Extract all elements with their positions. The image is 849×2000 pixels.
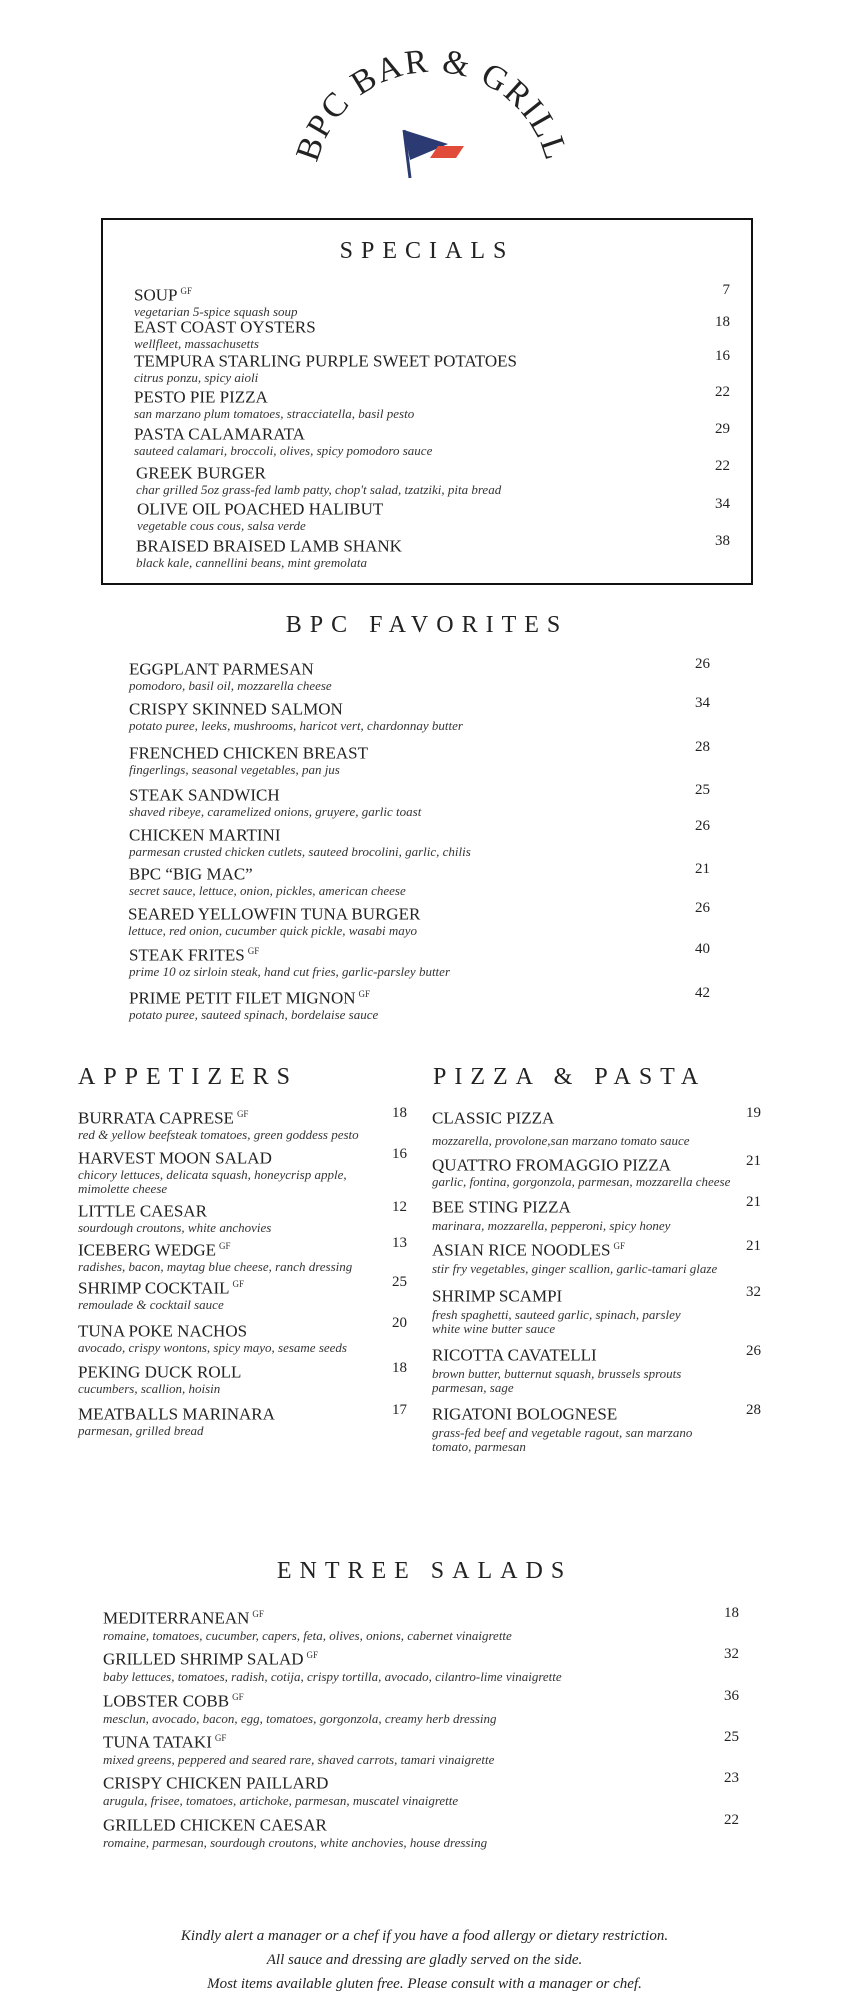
item-price: 13 — [392, 1235, 407, 1251]
specials-item — [134, 421, 432, 458]
item-price: 19 — [746, 1105, 761, 1121]
gf-badge: GF — [219, 1241, 231, 1251]
item-name: STEAK FRITES — [129, 945, 245, 965]
favorites-item — [129, 696, 463, 733]
item-name: TUNA TATAKI — [103, 1732, 212, 1752]
item-name: BEE STING PIZZA — [432, 1197, 571, 1217]
item-price: 22 — [715, 384, 730, 400]
appetizers-item — [78, 1198, 368, 1235]
specials-item — [134, 314, 319, 351]
item-name: HARVEST MOON SALAD — [78, 1148, 272, 1168]
item-name: PEKING DUCK ROLL — [78, 1362, 242, 1382]
gf-badge: GF — [613, 1241, 626, 1251]
item-name: SOUP — [134, 285, 178, 305]
salads-item — [103, 1688, 497, 1726]
item-name: MEATBALLS MARINARA — [78, 1404, 275, 1424]
item-description: chicory lettuces, delicata squash, honeycrisp apple, mimolette cheese — [78, 1166, 347, 1196]
item-price: 16 — [715, 348, 730, 364]
item-description: mixed greens, peppered and seared rare, shaved carrots, tamari vinaigrette — [103, 1751, 495, 1767]
item-description: san marzano plum tomatoes, stracciatella, basil pesto — [134, 405, 415, 421]
item-description: wellfleet, massachusetts — [134, 335, 259, 351]
item-price: 21 — [746, 1194, 761, 1210]
appetizers-item — [78, 1145, 358, 1196]
pizza-pasta-item — [432, 1152, 732, 1189]
item-price: 26 — [695, 656, 710, 672]
salads-item — [103, 1729, 494, 1767]
favorites-item — [129, 782, 421, 819]
item-price: 25 — [724, 1729, 739, 1745]
item-price: 21 — [746, 1238, 761, 1254]
item-price: 18 — [724, 1605, 739, 1621]
item-name: TUNA POKE NACHOS — [78, 1321, 248, 1341]
logo-text: BPC BAR & GRILL — [289, 42, 575, 166]
item-name: TEMPURA STARLING PURPLE SWEET POTATOES — [134, 351, 517, 371]
appetizers-item — [78, 1318, 378, 1355]
specials-item — [134, 348, 520, 385]
item-description: lettuce, red onion, cucumber quick pickle, wasabi mayo — [128, 922, 418, 938]
item-description: vegetarian 5-spice squash soup — [134, 303, 298, 319]
item-name: GRILLED CHICKEN CAESAR — [103, 1815, 327, 1835]
gf-badge: GF — [247, 946, 260, 956]
footer-line: Kindly alert a manager or a chef if you have a food allergy or dietary restriction. — [180, 1928, 669, 1944]
item-name: OLIVE OIL POACHED HALIBUT — [137, 499, 384, 519]
item-price: 26 — [695, 900, 710, 916]
favorites-title: BPC FAVORITES — [285, 612, 569, 638]
item-description: garlic, fontina, gorgonzola, parmesan, mozzarella cheese — [432, 1173, 731, 1189]
item-name: PRIME PETIT FILET MIGNON — [129, 988, 356, 1008]
item-description: char grilled 5oz grass-fed lamb patty, chop't salad, tzatziki, pita bread — [136, 481, 502, 497]
item-name: CHICKEN MARTINI — [129, 825, 281, 845]
item-name: EGGPLANT PARMESAN — [129, 659, 314, 679]
item-description: shaved ribeye, caramelized onions, gruyere, garlic toast — [129, 803, 422, 819]
pizza-pasta-item — [432, 1401, 702, 1454]
footer-line: Most items available gluten free. Please consult with a manager or chef. — [207, 1976, 642, 1992]
favorites-item — [129, 861, 406, 898]
salads-item — [103, 1770, 458, 1808]
item-description: vegetable cous cous, salsa verde — [137, 517, 306, 533]
item-description: parmesan, grilled bread — [78, 1422, 204, 1438]
item-description: radishes, bacon, maytag blue cheese, ranch dressing — [78, 1258, 353, 1274]
item-name: GRILLED SHRIMP SALAD — [103, 1649, 304, 1669]
appetizers-title: APPETIZERS — [78, 1064, 299, 1090]
pizza-pasta-item — [432, 1237, 732, 1276]
item-name: CRISPY CHICKEN PAILLARD — [103, 1773, 329, 1793]
item-description: grass-fed beef and vegetable ragout, san marzano tomato, parmesan — [432, 1424, 693, 1454]
item-price: 20 — [392, 1315, 407, 1331]
specials-item — [137, 496, 386, 533]
item-price: 22 — [724, 1812, 739, 1828]
item-name: ASIAN RICE NOODLES — [432, 1240, 611, 1260]
footer-line: All sauce and dressing are gladly served on the side. — [266, 1952, 583, 1968]
item-price: 18 — [392, 1360, 407, 1376]
item-name: SEARED YELLOWFIN TUNA BURGER — [128, 904, 421, 924]
appetizers-item — [78, 1237, 378, 1274]
item-description: remoulade & cocktail sauce — [78, 1296, 224, 1312]
item-description: romaine, tomatoes, cucumber, capers, feta, olives, onions, cabernet vinaigrette — [103, 1627, 512, 1643]
item-price: 36 — [724, 1688, 739, 1704]
item-description: citrus ponzu, spicy aioli — [134, 369, 259, 385]
item-name: GREEK BURGER — [136, 463, 266, 483]
favorites-item — [129, 985, 378, 1022]
item-description: stir fry vegetables, ginger scallion, garlic-tamari glaze — [432, 1260, 718, 1276]
logo-graphic — [280, 40, 580, 200]
item-name: SHRIMP SCAMPI — [432, 1286, 563, 1306]
favorites-item — [129, 740, 371, 777]
pizza-pasta-item — [432, 1194, 732, 1233]
allergy-notice — [0, 1924, 849, 1996]
item-price: 26 — [695, 818, 710, 834]
item-description: black kale, cannellini beans, mint gremolata — [136, 554, 367, 570]
item-description: mozzarella, provolone,san marzano tomato sauce — [432, 1132, 690, 1148]
item-name: MEDITERRANEAN — [103, 1608, 250, 1628]
item-description: fresh spaghetti, sauteed garlic, spinach, parsley white wine butter sauce — [432, 1306, 681, 1336]
gf-badge: GF — [180, 286, 192, 296]
specials-item — [136, 533, 405, 570]
item-price: 16 — [392, 1146, 407, 1162]
item-description: pomodoro, basil oil, mozzarella cheese — [129, 677, 332, 693]
item-description: brown butter, butternut squash, brussels sprouts parmesan, sage — [432, 1365, 682, 1395]
item-description: mesclun, avocado, bacon, egg, tomatoes, gorgonzola, creamy herb dressing — [103, 1710, 497, 1726]
item-price: 32 — [724, 1646, 739, 1662]
item-price: 28 — [695, 739, 710, 755]
item-name: BPC “BIG MAC” — [129, 864, 253, 884]
item-name: ICEBERG WEDGE — [78, 1240, 217, 1260]
item-description: baby lettuces, tomatoes, radish, cotija, crispy tortilla, avocado, cilantro-lime vinaigrette — [103, 1668, 562, 1684]
favorites-item — [129, 942, 450, 979]
specials-item — [136, 460, 501, 497]
item-price: 26 — [746, 1343, 761, 1359]
item-name: BRAISED BRAISED LAMB SHANK — [136, 536, 402, 556]
item-description: parmesan crusted chicken cutlets, sauteed brocolini, garlic, chilis — [129, 843, 471, 859]
gf-badge: GF — [232, 1692, 244, 1702]
pizza-pasta-title: PIZZA & PASTA — [433, 1064, 707, 1090]
item-name: QUATTRO FROMAGGIO PIZZA — [432, 1155, 671, 1175]
item-price: 18 — [715, 314, 730, 330]
item-name: RIGATONI BOLOGNESE — [432, 1404, 618, 1424]
item-description: cucumbers, scallion, hoisin — [78, 1380, 221, 1396]
item-description: potato puree, sauteed spinach, bordelaise sauce — [129, 1006, 379, 1022]
gf-badge: GF — [214, 1733, 227, 1743]
item-price: 32 — [746, 1284, 761, 1300]
item-description: marinara, mozzarella, pepperoni, spicy honey — [432, 1217, 671, 1233]
item-price: 29 — [715, 421, 730, 437]
item-price: 25 — [392, 1274, 407, 1290]
item-description: avocado, crispy wontons, spicy mayo, sesame seeds — [78, 1339, 347, 1355]
item-description: red & yellow beefsteak tomatoes, green goddess pesto — [78, 1126, 359, 1142]
salads-item — [103, 1605, 512, 1643]
item-name: RICOTTA CAVATELLI — [432, 1345, 597, 1365]
item-price: 40 — [695, 941, 710, 957]
specials-title: SPECIALS — [339, 238, 515, 264]
item-price: 28 — [746, 1402, 761, 1418]
pizza-pasta-item — [432, 1283, 682, 1336]
salads-item — [103, 1812, 487, 1850]
salads-title: ENTREE SALADS — [276, 1558, 573, 1584]
pennant-flag-icon — [404, 130, 464, 178]
item-name: LITTLE CAESAR — [78, 1201, 207, 1221]
item-price: 38 — [715, 533, 730, 549]
restaurant-logo — [280, 40, 580, 200]
favorites-item — [129, 822, 471, 859]
gf-badge: GF — [252, 1609, 264, 1619]
item-name: BURRATA CAPRESE — [78, 1108, 234, 1128]
item-description: arugula, frisee, tomatoes, artichoke, parmesan, muscatel vinaigrette — [103, 1792, 459, 1808]
item-price: 21 — [695, 861, 710, 877]
item-price: 18 — [392, 1105, 407, 1121]
pizza-pasta-item — [432, 1342, 702, 1395]
item-price: 7 — [722, 282, 730, 298]
item-name: FRENCHED CHICKEN BREAST — [129, 743, 368, 763]
item-price: 42 — [695, 985, 710, 1001]
item-price: 25 — [695, 782, 710, 798]
item-description: romaine, parmesan, sourdough croutons, white anchovies, house dressing — [103, 1834, 488, 1850]
item-description: fingerlings, seasonal vegetables, pan jus — [129, 761, 340, 777]
item-price: 22 — [715, 458, 730, 474]
item-price: 34 — [715, 496, 730, 512]
item-description: secret sauce, lettuce, onion, pickles, american cheese — [129, 882, 406, 898]
item-name: PASTA CALAMARATA — [134, 424, 305, 444]
item-name: CRISPY SKINNED SALMON — [129, 699, 343, 719]
item-description: potato puree, leeks, mushrooms, haricot vert, chardonnay butter — [129, 717, 463, 733]
item-name: CLASSIC PIZZA — [432, 1108, 555, 1128]
item-description: sourdough croutons, white anchovies — [78, 1219, 272, 1235]
favorites-item — [129, 656, 332, 693]
item-description: sauteed calamari, broccoli, olives, spicy pomodoro sauce — [134, 442, 433, 458]
pizza-pasta-item — [432, 1105, 732, 1148]
item-name: EAST COAST OYSTERS — [134, 317, 316, 337]
item-description: prime 10 oz sirloin steak, hand cut fries, garlic-parsley butter — [129, 963, 451, 979]
item-name: PESTO PIE PIZZA — [134, 387, 268, 407]
gf-badge: GF — [358, 989, 371, 999]
gf-badge: GF — [236, 1109, 249, 1119]
gf-badge: GF — [232, 1279, 245, 1289]
appetizers-item — [78, 1359, 378, 1396]
item-name: STEAK SANDWICH — [129, 785, 280, 805]
gf-badge: GF — [306, 1650, 319, 1660]
appetizers-item — [78, 1105, 378, 1142]
appetizers-item — [78, 1275, 378, 1312]
specials-item — [134, 384, 414, 421]
item-name: SHRIMP COCKTAIL — [78, 1278, 230, 1298]
item-name: LOBSTER COBB — [103, 1691, 230, 1711]
item-price: 21 — [746, 1153, 761, 1169]
item-price: 12 — [392, 1199, 407, 1215]
item-price: 23 — [724, 1770, 739, 1786]
favorites-item — [128, 901, 423, 938]
salads-item — [103, 1646, 562, 1684]
item-price: 17 — [392, 1402, 407, 1418]
item-price: 34 — [695, 695, 710, 711]
appetizers-item — [78, 1401, 378, 1438]
